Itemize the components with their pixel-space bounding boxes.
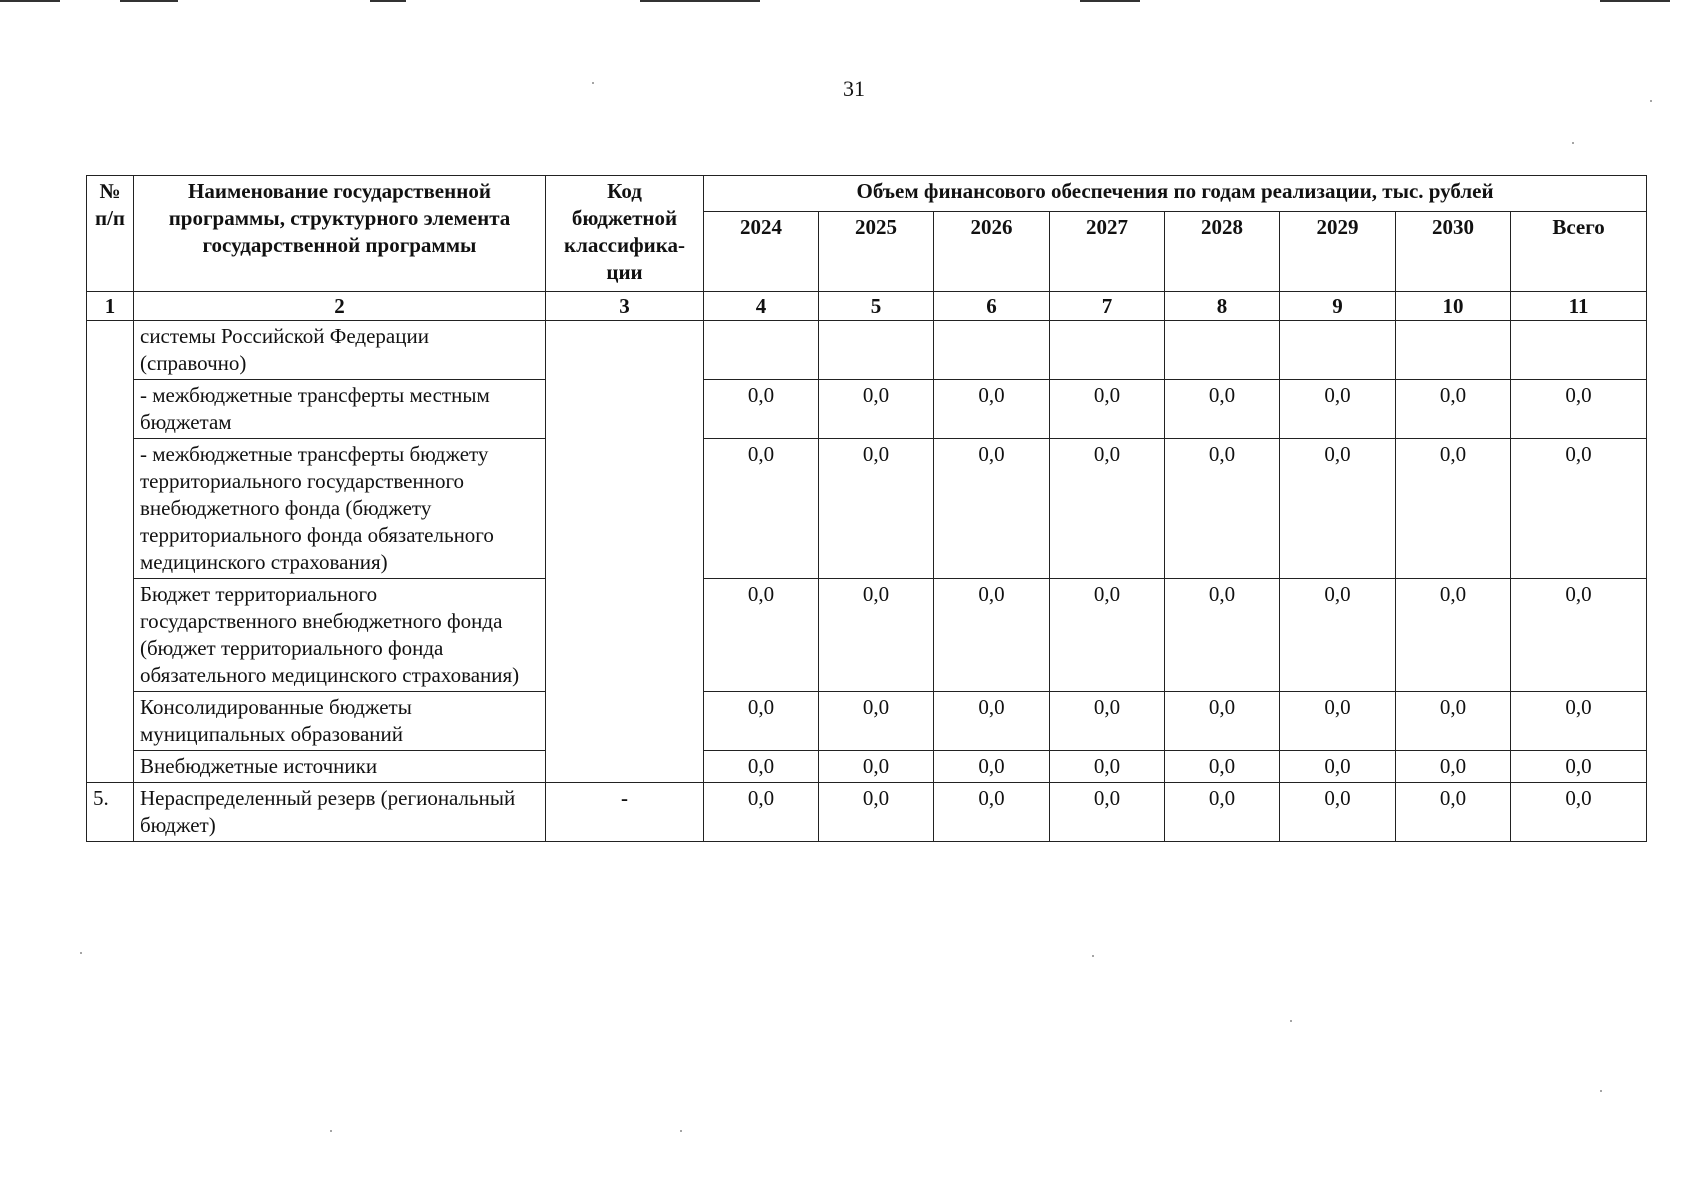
- value-cell: 0,0: [704, 751, 819, 783]
- row-code: -: [546, 783, 704, 842]
- value-cell: [1050, 321, 1165, 380]
- row-name: Внебюджетные источники: [134, 751, 546, 783]
- value-cell: 0,0: [704, 439, 819, 579]
- header-budget-code: Код бюджетной классифика-ции: [546, 176, 704, 292]
- scan-speck: [330, 1130, 332, 1132]
- value-cell: 0,0: [1165, 751, 1280, 783]
- value-cell: 0,0: [1511, 692, 1647, 751]
- row-name: Бюджет территориального государственного внебюджетного фонда (бюджет территориального фонда обязательного медицинского страхования): [134, 579, 546, 692]
- value-cell: [1165, 321, 1280, 380]
- row-name: системы Российской Федерации (справочно): [134, 321, 546, 380]
- scan-speck: [1290, 1020, 1292, 1022]
- scan-speck: [1572, 142, 1574, 144]
- value-cell: 0,0: [934, 783, 1050, 842]
- value-cell: 0,0: [1396, 380, 1511, 439]
- scan-speck: [592, 82, 594, 84]
- value-cell: [819, 321, 934, 380]
- row-name: - межбюджетные трансферты бюджету территориального государственного внебюджетного фонда (бюджету территориального фонда обязательного медицинского страхования): [134, 439, 546, 579]
- scan-edge-mark: [1080, 0, 1140, 2]
- value-cell: 0,0: [1050, 380, 1165, 439]
- row-number: [87, 321, 134, 783]
- scan-speck: [1650, 100, 1652, 102]
- value-cell: 0,0: [1511, 380, 1647, 439]
- header-total: Всего: [1511, 212, 1647, 292]
- header-row: [87, 176, 1647, 212]
- table-row: [87, 439, 1647, 579]
- value-cell: 0,0: [819, 692, 934, 751]
- value-cell: 0,0: [704, 380, 819, 439]
- value-cell: 0,0: [819, 439, 934, 579]
- value-cell: 0,0: [1165, 579, 1280, 692]
- header-year: 2025: [819, 212, 934, 292]
- column-index: 2: [134, 292, 546, 321]
- value-cell: [1511, 321, 1647, 380]
- scan-edge-mark: [120, 0, 178, 2]
- value-cell: [1280, 321, 1396, 380]
- header-year: 2024: [704, 212, 819, 292]
- value-cell: 0,0: [1396, 692, 1511, 751]
- column-index: 9: [1280, 292, 1396, 321]
- value-cell: 0,0: [934, 380, 1050, 439]
- scan-edge-mark: [370, 0, 406, 2]
- scan-speck: [1092, 955, 1094, 957]
- value-cell: 0,0: [1165, 380, 1280, 439]
- header-financing-volume: Объем финансового обеспечения по годам реализации, тыс. рублей: [704, 176, 1647, 212]
- table-row: [87, 380, 1647, 439]
- value-cell: 0,0: [1396, 783, 1511, 842]
- value-cell: [1396, 321, 1511, 380]
- value-cell: 0,0: [1165, 692, 1280, 751]
- column-index: 4: [704, 292, 819, 321]
- row-name: Консолидированные бюджеты муниципальных образований: [134, 692, 546, 751]
- table-row: [87, 321, 1647, 380]
- value-cell: 0,0: [1050, 579, 1165, 692]
- scan-speck: [1600, 1090, 1602, 1092]
- column-index: 1: [87, 292, 134, 321]
- value-cell: 0,0: [819, 783, 934, 842]
- row-name: - межбюджетные трансферты местным бюджетам: [134, 380, 546, 439]
- column-index-row: [87, 292, 1647, 321]
- value-cell: 0,0: [1280, 579, 1396, 692]
- value-cell: 0,0: [934, 751, 1050, 783]
- header-number: № п/п: [87, 176, 134, 292]
- value-cell: 0,0: [819, 751, 934, 783]
- row-name: Нераспределенный резерв (региональный бюджет): [134, 783, 546, 842]
- table-row: [87, 751, 1647, 783]
- column-index: 7: [1050, 292, 1165, 321]
- value-cell: 0,0: [1280, 692, 1396, 751]
- value-cell: 0,0: [819, 579, 934, 692]
- column-index: 11: [1511, 292, 1647, 321]
- value-cell: 0,0: [704, 692, 819, 751]
- value-cell: 0,0: [1165, 783, 1280, 842]
- table-row: [87, 692, 1647, 751]
- value-cell: 0,0: [1396, 751, 1511, 783]
- value-cell: [704, 321, 819, 380]
- scan-speck: [680, 1130, 682, 1132]
- value-cell: 0,0: [1165, 439, 1280, 579]
- column-index: 5: [819, 292, 934, 321]
- value-cell: 0,0: [1280, 783, 1396, 842]
- header-program-name: Наименование государственной программы, структурного элемента государственной программы: [134, 176, 546, 292]
- header-year: 2030: [1396, 212, 1511, 292]
- value-cell: 0,0: [1511, 579, 1647, 692]
- value-cell: [934, 321, 1050, 380]
- value-cell: 0,0: [704, 783, 819, 842]
- value-cell: 0,0: [934, 692, 1050, 751]
- column-index: 8: [1165, 292, 1280, 321]
- value-cell: 0,0: [934, 579, 1050, 692]
- value-cell: 0,0: [1280, 380, 1396, 439]
- value-cell: 0,0: [1511, 439, 1647, 579]
- column-index: 6: [934, 292, 1050, 321]
- value-cell: 0,0: [1050, 439, 1165, 579]
- header-year: 2026: [934, 212, 1050, 292]
- row-code: [546, 321, 704, 783]
- header-year: 2028: [1165, 212, 1280, 292]
- value-cell: 0,0: [819, 380, 934, 439]
- value-cell: 0,0: [1280, 439, 1396, 579]
- scan-edge-mark: [640, 0, 760, 2]
- value-cell: 0,0: [1511, 783, 1647, 842]
- scan-speck: [80, 952, 82, 954]
- table-row: [87, 579, 1647, 692]
- value-cell: 0,0: [1280, 751, 1396, 783]
- page-number: 31: [843, 76, 865, 101]
- value-cell: 0,0: [1396, 439, 1511, 579]
- table-row: [87, 783, 1647, 842]
- value-cell: 0,0: [1396, 579, 1511, 692]
- header-year: 2027: [1050, 212, 1165, 292]
- column-index: 3: [546, 292, 704, 321]
- header-year: 2029: [1280, 212, 1396, 292]
- row-number: 5.: [87, 783, 134, 842]
- value-cell: 0,0: [1050, 783, 1165, 842]
- value-cell: 0,0: [704, 579, 819, 692]
- value-cell: 0,0: [1050, 692, 1165, 751]
- value-cell: 0,0: [1511, 751, 1647, 783]
- financing-table: [86, 175, 1647, 842]
- column-index: 10: [1396, 292, 1511, 321]
- value-cell: 0,0: [934, 439, 1050, 579]
- value-cell: 0,0: [1050, 751, 1165, 783]
- scan-edge-mark: [1600, 0, 1670, 2]
- scan-edge-mark: [0, 0, 60, 2]
